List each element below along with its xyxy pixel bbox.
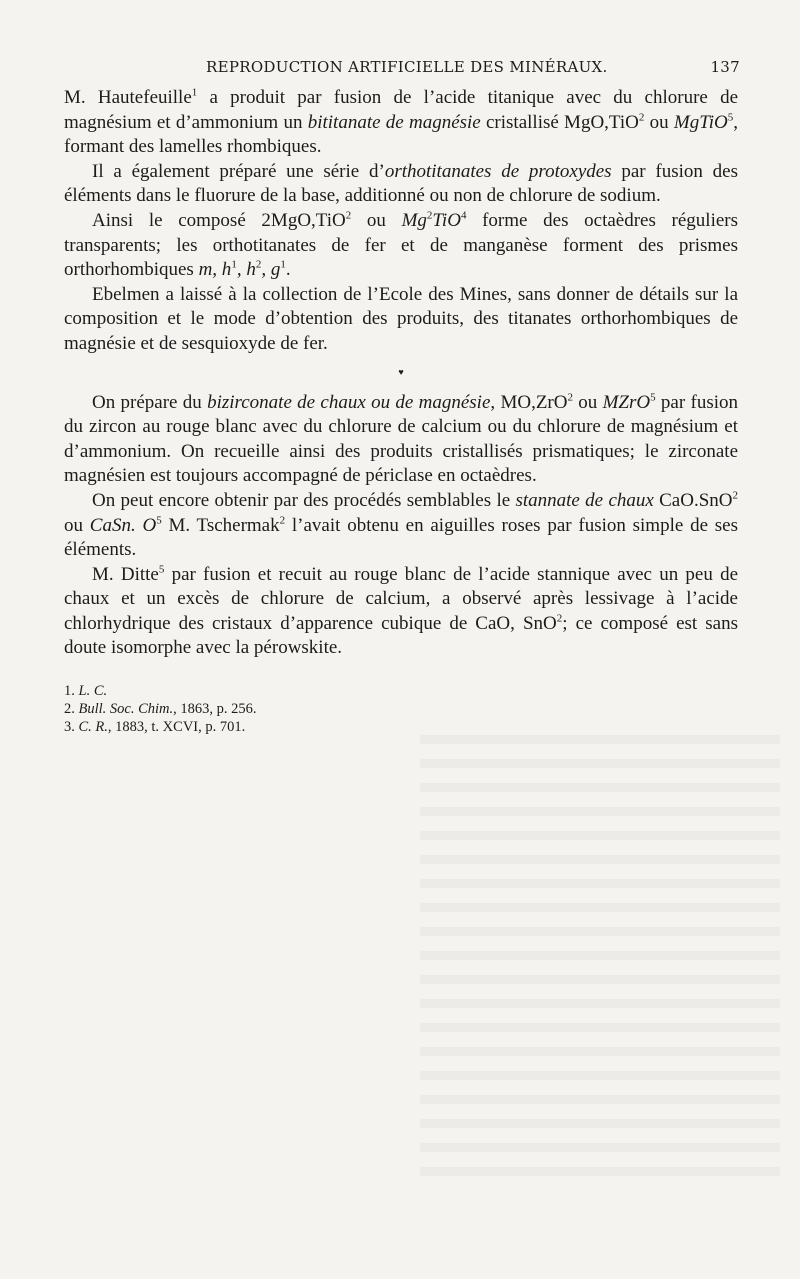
footnote-number: 2.: [64, 701, 75, 717]
text-run: M. Ditte: [92, 563, 159, 585]
text-run: M. Hautefeuille: [64, 87, 192, 108]
italic-symbol: , g: [261, 259, 281, 281]
footnote-ref: 5: [158, 563, 165, 576]
text-run: Il a également préparé une série d’: [92, 160, 385, 182]
text-run: a produit par fusion de l’acide titanique avec du chlorure de magnésium et d’ammonium un: [64, 87, 738, 133]
italic-term: orthotitanates de protoxydes: [384, 160, 612, 182]
superscript: 2: [345, 209, 352, 222]
footnote-2: [64, 700, 564, 718]
text-run: On peut encore obtenir par des procédés semblables le: [92, 489, 516, 511]
italic-formula: TiO: [432, 209, 461, 231]
footnote-number: 1.: [64, 683, 75, 699]
italic-formula: MgTiO: [673, 111, 728, 133]
text-run: par fusion et recuit au rouge blanc de l’acide stannique avec un peu de chaux et un excès de chlorure de calcium, a observé après lessivage à l’acide chlorhydrique des cristaux d’apparence cubique de CaO, SnO: [64, 563, 738, 634]
footnotes: [64, 682, 564, 736]
footnote-rest: , 1863, p. 256.: [173, 701, 257, 717]
text-run: , MO,ZrO: [490, 391, 568, 413]
paragraph-4: Ebelmen a laissé à la collection de l’Ecole des Mines, sans donner de détails sur la composition et le mode d’obtention des produits, des titanates orthorhombiques de magnésie et de sesquioxyde de fer.: [64, 283, 738, 354]
superscript: 1: [231, 258, 237, 271]
superscript: 5: [727, 111, 734, 124]
footnote-1: [64, 682, 564, 700]
page-number: 137: [710, 58, 740, 76]
text-run: Ainsi le composé 2MgO,TiO: [92, 209, 346, 231]
text-run: l’avait obtenu en aiguilles roses par fusion simple de ses éléments.: [64, 514, 738, 561]
text-run: cristallisé MgO,TiO: [480, 111, 639, 133]
paragraph-3: [64, 209, 738, 283]
text-run: forme des octaèdres réguliers transparents; les orthotitanates de fer et de manganèse forment des prismes orthorhombiques: [64, 209, 739, 281]
italic-term: bizirconate de chaux ou de magnésie: [207, 391, 491, 413]
paragraph-6: [64, 489, 738, 563]
superscript: 2: [255, 258, 262, 271]
show-through-background: [420, 720, 780, 1190]
superscript: 5: [650, 391, 656, 404]
superscript: 2: [732, 489, 738, 502]
section-separator: ♥: [398, 366, 404, 377]
text-run: par fusion des éléments dans le fluorure de la base, additionné ou non de chlorure de sodium.: [64, 160, 738, 207]
paragraph-2: [64, 160, 738, 209]
text-run: CaO.SnO: [653, 489, 733, 511]
superscript: 2: [567, 391, 573, 404]
footnote-rest: , 1883, t. XCVI, p. 701.: [107, 719, 246, 735]
superscript: 2: [638, 111, 645, 124]
text-run: , formant des lamelles rhombiques.: [64, 111, 738, 158]
text-run: ; ce composé est sans doute isomorphe avec la pérowskite.: [64, 612, 738, 659]
paragraph-1: [64, 86, 738, 160]
text-run: .: [285, 259, 291, 281]
footnote-ref-text: C. R.: [78, 719, 108, 735]
superscript: 1: [280, 258, 286, 271]
paragraph-7: [64, 563, 738, 661]
italic-formula: CaSn. O: [89, 514, 157, 536]
text-run: ou: [351, 209, 402, 231]
footnote-number: 3.: [64, 719, 75, 735]
superscript: 2: [426, 209, 433, 222]
text-run: M. Tschermak: [161, 514, 280, 536]
italic-symbol: , h: [236, 259, 256, 281]
footnote-ref-text: L. C.: [78, 683, 108, 699]
text-run: ou: [572, 391, 603, 413]
italic-term: stannate de chaux: [515, 489, 654, 511]
footnote-ref: 2: [279, 514, 286, 527]
text-run: par fusion du zircon au rouge blanc avec du chlorure de calcium ou du chlorure de magnésium et d’ammonium. On recueille ainsi des produits cristallisés prismatiques; le zirconate magnésien est toujours accompagné de périclase en octaèdres.: [64, 391, 738, 487]
footnote-ref: 1: [191, 86, 198, 99]
italic-term: bititanate de magnésie: [307, 111, 481, 133]
paragraph-5: [64, 391, 738, 489]
text-run: On prépare du: [92, 391, 208, 413]
text-run: ou: [64, 514, 90, 536]
footnote-3: [64, 718, 564, 736]
italic-formula: MZrO: [602, 391, 651, 413]
body-text: [64, 86, 738, 661]
italic-formula: Mg: [401, 209, 427, 231]
superscript: 5: [156, 514, 162, 527]
italic-symbol: m, h: [198, 259, 232, 281]
text-run: ou: [644, 111, 674, 133]
superscript: 2: [556, 612, 563, 625]
superscript: 4: [460, 209, 467, 222]
running-title: REPRODUCTION ARTIFICIELLE DES MINÉRAUX.: [206, 58, 608, 76]
footnote-ref-text: Bull. Soc. Chim.: [78, 701, 174, 717]
